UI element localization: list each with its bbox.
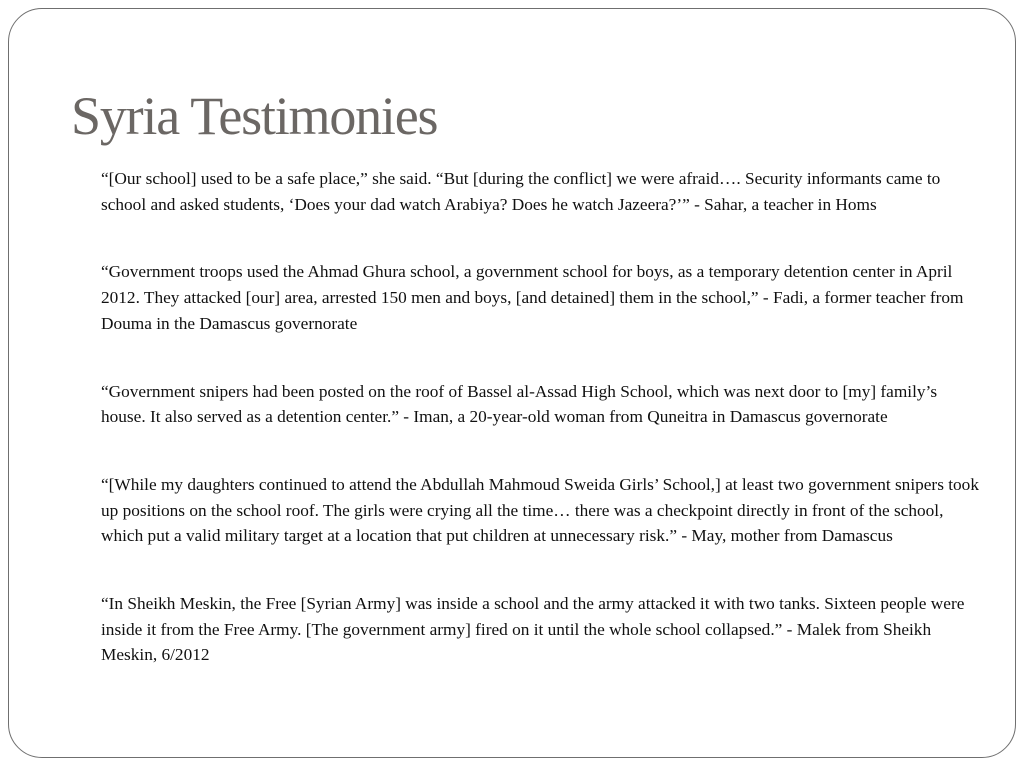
testimony-item: “[Our school] used to be a safe place,” she said. “But [during the conflict] we were afraid…. Security informants came to school and asked students, ‘Does your dad watch Arabiya? Does he watch Jazeera?’” - Sahar, a teacher in Homs bbox=[101, 169, 941, 214]
testimony-item: “Government snipers had been posted on the roof of Bassel al-Assad High School, which was next door to [my] family’s house. It also served as a detention center.” - Iman, a 20-year-old woman from Quneitra in Damascus governorate bbox=[101, 381, 938, 427]
slide-title: Syria Testimonies bbox=[71, 86, 438, 146]
slide-frame bbox=[8, 8, 1016, 758]
testimony-item: “Government troops used the Ahmad Ghura school, a government school for boys, as a temporary detention center in April 2012. They attacked [our] area, arrested 150 men and boys, [and detained] them in the school,” - Fadi, a former teacher from Douma in the Damascus governorate bbox=[101, 262, 964, 333]
testimony-list bbox=[101, 166, 981, 710]
testimony-item: “In Sheikh Meskin, the Free [Syrian Army] was inside a school and the army attacked it with two tanks. Sixteen people were inside it from the Free Army. [The government army] fired on it until the whole school collapsed.” - Malek from Sheikh Meskin, 6/2012 bbox=[101, 594, 965, 665]
testimony-item: “[While my daughters continued to attend the Abdullah Mahmoud Sweida Girls’ School,] at least two government snipers took up positions on the school roof. The girls were crying all the time… there was a checkpoint directly in front of the school, which put a valid military target at a location that put children at unnecessary risk.” - May, mother from Damascus bbox=[101, 474, 979, 546]
